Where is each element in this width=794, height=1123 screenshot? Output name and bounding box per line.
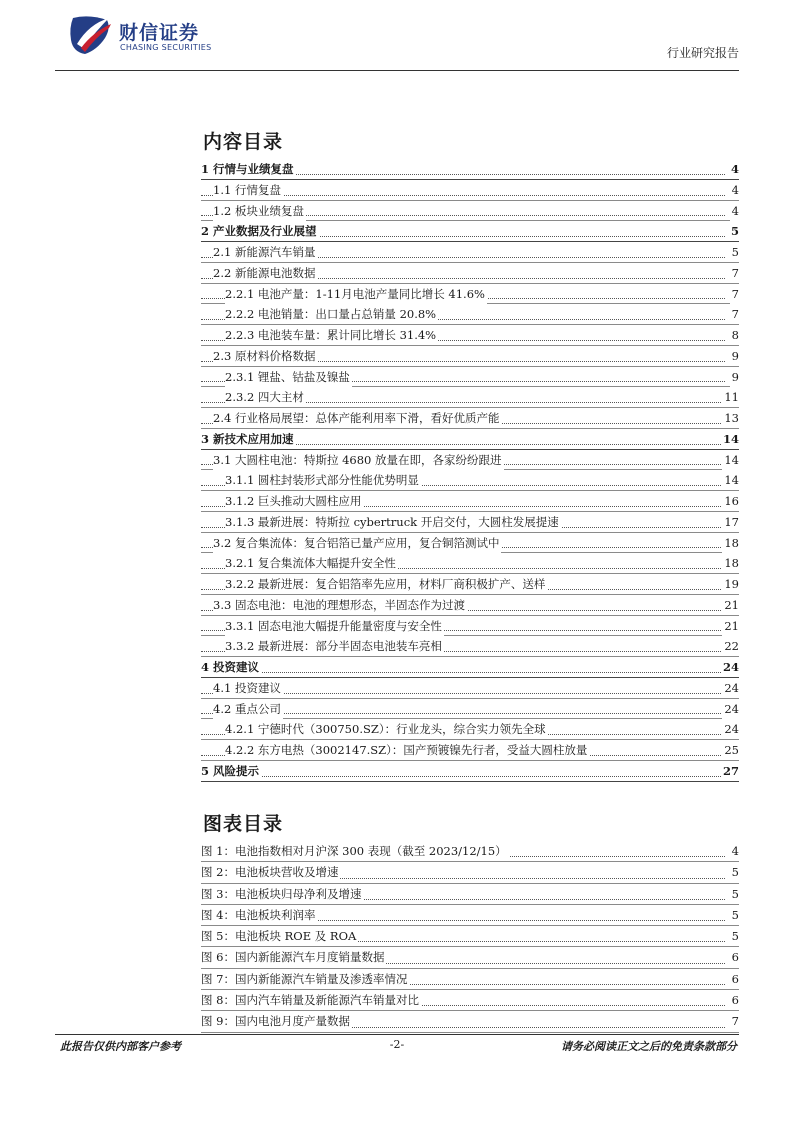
toc-entry[interactable] — [201, 719, 739, 740]
toc-entry-page: 7 — [730, 1011, 739, 1031]
toc-entry-title: 图 5：电池板块 ROE 及 ROA — [201, 926, 358, 946]
toc-entry-page: 19 — [722, 574, 739, 594]
toc-entry-page: 14 — [722, 470, 739, 490]
page-header — [55, 0, 739, 72]
footer-notice: 请务必阅读正文之后的免责条款部分 — [561, 1040, 737, 1053]
toc-entry-title: 2.4 行业格局展望：总体产能利用率下滑，看好优质产能 — [213, 408, 501, 428]
leader-dots — [201, 672, 725, 673]
figure-toc-entry[interactable] — [201, 905, 739, 926]
toc-entry-title: 图 4：电池板块利润率 — [201, 905, 317, 925]
toc-entry-page: 5 — [730, 242, 739, 262]
toc-entry-title: 1.2 板块业绩复盘 — [213, 201, 306, 221]
toc-title: 内容目录 — [203, 131, 284, 153]
toc-entry[interactable] — [201, 429, 739, 450]
toc-entry-title: 3.2.1 复合集流体大幅提升安全性 — [225, 553, 398, 573]
toc-entry-title: 4.2.1 宁德时代（300750.SZ）：行业龙头，综合实力领先全球 — [225, 719, 548, 739]
toc-entry-title: 3.1.1 圆柱封装形式部分性能优势明显 — [225, 470, 421, 490]
toc-entry-title: 4.1 投资建议 — [213, 678, 283, 698]
toc-entry-page: 6 — [730, 969, 739, 989]
toc-entry[interactable] — [201, 491, 739, 512]
toc-entry-title: 1.1 行情复盘 — [213, 180, 283, 200]
toc-entry-page: 7 — [730, 284, 739, 304]
toc-entry-title: 2.3 原材料价格数据 — [213, 346, 317, 366]
toc-entry[interactable] — [201, 533, 739, 554]
toc-entry-page: 5 — [730, 926, 739, 946]
report-type: 行业研究报告 — [666, 46, 739, 60]
logo-name-cn: 财信证券 — [119, 22, 200, 44]
toc-entry-title: 5 风险提示 — [201, 761, 261, 781]
toc-entry-page: 21 — [722, 616, 739, 636]
toc-entry-page: 5 — [730, 905, 739, 925]
toc-entry-page: 13 — [722, 408, 739, 428]
toc-entry-title: 2.3.2 四大主材 — [225, 387, 306, 407]
toc-entry[interactable] — [201, 761, 739, 782]
toc-entry-page: 4 — [730, 841, 739, 861]
toc-entry-page: 24 — [722, 678, 739, 698]
toc-entry[interactable] — [201, 367, 739, 388]
toc-entry-title: 3.3.1 固态电池大幅提升能量密度与安全性 — [225, 616, 444, 636]
figure-toc-entry[interactable] — [201, 926, 739, 947]
toc-entry-title: 图 2：电池板块营收及增速 — [201, 862, 340, 882]
toc-entry-title: 2.2.3 电池装车量：累计同比增长 31.4% — [225, 325, 438, 345]
figure-toc-entry[interactable] — [201, 969, 739, 990]
toc-entry-page: 7 — [730, 263, 739, 283]
toc-entry-page: 24 — [722, 719, 739, 739]
footer-divider — [55, 1034, 739, 1035]
toc-entry-title: 3 新技术应用加速 — [201, 429, 296, 449]
toc-entry-page: 9 — [730, 346, 739, 366]
toc-entry-page: 14 — [722, 450, 739, 470]
toc-entry-title: 图 9：国内电池月度产量数据 — [201, 1011, 352, 1031]
toc-entry[interactable] — [201, 636, 739, 657]
toc-entry-title: 图 6：国内新能源汽车月度销量数据 — [201, 947, 386, 967]
toc-entry[interactable] — [201, 699, 739, 720]
toc-entry-page: 17 — [722, 512, 739, 532]
toc-entry-page: 4 — [730, 180, 739, 200]
company-logo — [67, 14, 267, 60]
toc-entry-title: 图 7：国内新能源汽车销量及渗透率情况 — [201, 969, 409, 989]
toc-entry-page: 11 — [722, 387, 739, 407]
toc-entry-title: 3.2 复合集流体：复合铝箔已量产应用，复合铜箔测试中 — [213, 533, 501, 553]
toc-entry-page: 27 — [721, 761, 739, 781]
toc-entry-page: 14 — [721, 429, 739, 449]
toc-entry[interactable] — [201, 512, 739, 533]
toc-entry[interactable] — [201, 387, 739, 408]
logo-emblem-icon — [67, 14, 113, 56]
toc-entry-title: 2.2.1 电池产量：1-11月电池产量同比增长 41.6% — [225, 284, 487, 304]
toc-entry[interactable] — [201, 595, 739, 616]
toc-entry-title: 3.1.3 最新进展：特斯拉 cybertruck 开启交付，大圆柱发展提速 — [225, 512, 561, 532]
toc-entry-title: 2.1 新能源汽车销量 — [213, 242, 317, 262]
toc-entry-page: 5 — [730, 862, 739, 882]
toc-entry-title: 3.2.2 最新进展：复合铝箔率先应用，材料厂商积极扩产、送样 — [225, 574, 547, 594]
toc-entry-title: 2.3.1 锂盐、钴盐及镍盐 — [225, 367, 352, 387]
toc-entry-title: 4 投资建议 — [201, 657, 261, 677]
toc-entry-title: 图 1：电池指数相对月沪深 300 表现（截至 2023/12/15） — [201, 841, 509, 861]
toc-entry[interactable] — [201, 180, 739, 201]
header-divider — [55, 70, 739, 71]
toc-entry-page: 25 — [722, 740, 739, 760]
page-number: -2- — [389, 1038, 405, 1051]
toc-entry[interactable] — [201, 221, 739, 242]
toc-entry-page: 4 — [730, 201, 739, 221]
toc-entry[interactable] — [201, 242, 739, 263]
toc-entry-title: 1 行情与业绩复盘 — [201, 159, 296, 179]
toc-entry-title: 图 3：电池板块归母净利及增速 — [201, 884, 363, 904]
toc-entry-page: 9 — [730, 367, 739, 387]
toc-entry[interactable] — [201, 325, 739, 346]
toc-entry-title: 3.3.2 最新进展：部分半固态电池装车亮相 — [225, 636, 444, 656]
toc-entry-page: 18 — [722, 553, 739, 573]
footer-disclaimer: 此报告仅供内部客户参考 — [60, 1040, 181, 1053]
toc-entry[interactable] — [201, 346, 739, 367]
figure-toc-title: 图表目录 — [203, 813, 284, 835]
toc-entry[interactable] — [201, 657, 739, 678]
toc-entry[interactable] — [201, 553, 739, 574]
toc-entry-title: 2 产业数据及行业展望 — [201, 221, 319, 241]
figure-toc-entry[interactable] — [201, 990, 739, 1011]
toc-entry-page: 18 — [722, 533, 739, 553]
toc-entry[interactable] — [201, 470, 739, 491]
toc-entry-page: 24 — [722, 699, 739, 719]
toc-entry[interactable] — [201, 263, 739, 284]
figure-toc-entry[interactable] — [201, 884, 739, 905]
toc-entry[interactable] — [201, 304, 739, 325]
toc-entry[interactable] — [201, 201, 739, 222]
table-of-contents — [201, 159, 739, 782]
figure-toc-entry[interactable] — [201, 841, 739, 862]
toc-entry-page: 22 — [722, 636, 739, 656]
toc-entry[interactable] — [201, 450, 739, 471]
logo-name-en: CHASING SECURITIES — [120, 43, 212, 52]
toc-entry[interactable] — [201, 616, 739, 637]
figure-toc-entry[interactable] — [201, 1011, 739, 1032]
toc-entry-title: 图 8：国内汽车销量及新能源汽车销量对比 — [201, 990, 421, 1010]
toc-entry-title: 3.1 大圆柱电池：特斯拉 4680 放量在即，各家纷纷跟进 — [213, 450, 504, 470]
toc-entry-page: 16 — [722, 491, 739, 511]
toc-entry-page: 8 — [730, 325, 739, 345]
figure-toc-entry[interactable] — [201, 862, 739, 883]
toc-entry-page: 7 — [730, 304, 739, 324]
toc-entry-title: 4.2 重点公司 — [213, 699, 283, 719]
toc-entry-page: 4 — [729, 159, 739, 179]
toc-entry-page: 5 — [729, 221, 739, 241]
toc-entry[interactable] — [201, 408, 739, 429]
toc-entry-title: 3.1.2 巨头推动大圆柱应用 — [225, 491, 363, 511]
toc-entry-title: 2.2 新能源电池数据 — [213, 263, 317, 283]
toc-entry[interactable] — [201, 159, 739, 180]
leader-dots — [201, 776, 725, 777]
toc-entry-title: 4.2.2 东方电热（3002147.SZ）：国产预镀镍先行者，受益大圆柱放量 — [225, 740, 589, 760]
toc-entry-page: 6 — [730, 990, 739, 1010]
toc-entry[interactable] — [201, 740, 739, 761]
toc-entry[interactable] — [201, 574, 739, 595]
toc-entry-page: 24 — [721, 657, 739, 677]
toc-entry-page: 21 — [722, 595, 739, 615]
toc-entry[interactable] — [201, 284, 739, 305]
toc-entry[interactable] — [201, 678, 739, 699]
figure-toc-entry[interactable] — [201, 947, 739, 968]
toc-entry-title: 2.2.2 电池销量：出口量占总销量 20.8% — [225, 304, 438, 324]
toc-entry-title: 3.3 固态电池：电池的理想形态，半固态作为过渡 — [213, 595, 467, 615]
toc-entry-page: 6 — [730, 947, 739, 967]
toc-entry-page: 5 — [730, 884, 739, 904]
figure-table-of-contents — [201, 841, 739, 1033]
